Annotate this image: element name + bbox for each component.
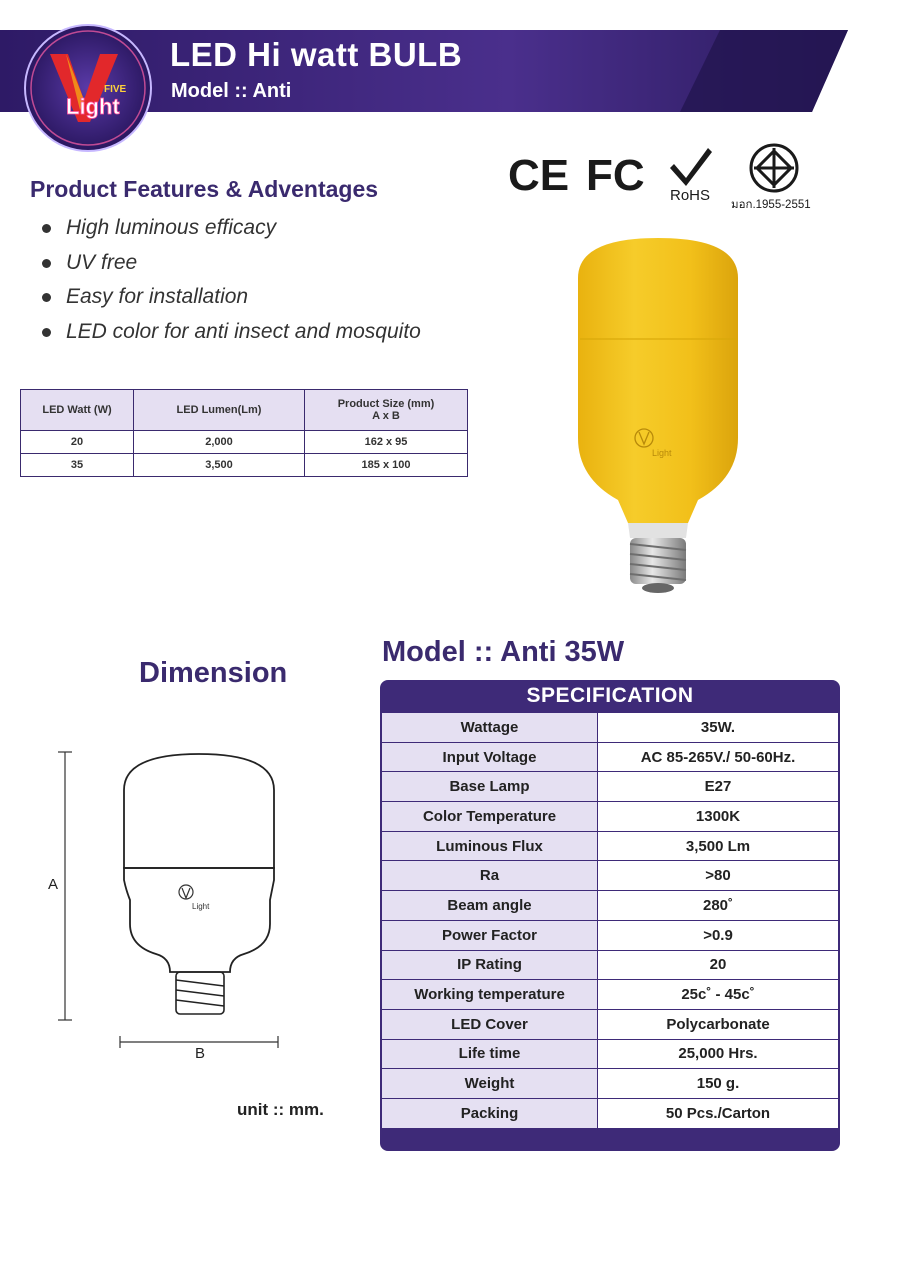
svg-text:Light: Light <box>66 94 120 119</box>
col-header-lumen: LED Lumen(Lm) <box>134 390 305 431</box>
tis-standard-icon <box>728 142 824 212</box>
spec-value: Polycarbonate <box>598 1009 839 1039</box>
product-size-table <box>20 389 468 477</box>
svg-text:มอก.1955-2551: มอก.1955-2551 <box>731 199 811 211</box>
spec-value: 280˚ <box>598 891 839 921</box>
spec-key: Luminous Flux <box>382 831 598 861</box>
svg-text:FC: FC <box>586 151 645 200</box>
dimension-label-b: B <box>195 1045 206 1062</box>
svg-text:RoHS: RoHS <box>670 187 711 204</box>
list-item: LED color for anti insect and mosquito <box>40 316 421 351</box>
table-row <box>382 831 839 861</box>
col-header-size <box>305 390 468 431</box>
dimension-label-a: A <box>48 876 59 893</box>
unit-label: unit :: mm. <box>237 1100 324 1119</box>
col-header-watt: LED Watt (W) <box>21 390 134 431</box>
features-heading: Product Features & Adventages <box>30 176 379 202</box>
page-title: LED Hi watt BULB <box>170 36 463 73</box>
dimension-heading: Dimension <box>139 657 288 689</box>
spec-key: Working temperature <box>382 980 598 1010</box>
spec-value: AC 85-265V./ 50-60Hz. <box>598 742 839 772</box>
col-header-size-label: Product Size (mm) <box>337 398 435 410</box>
table-row <box>382 1098 839 1128</box>
svg-text:FIVE: FIVE <box>104 84 127 95</box>
table-row <box>382 920 839 950</box>
table-row <box>382 980 839 1010</box>
spec-value: 35W. <box>598 713 839 743</box>
rohs-check-icon <box>668 146 718 204</box>
spec-value: 3,500 Lm <box>598 831 839 861</box>
table-row <box>21 454 468 477</box>
table-row <box>382 1039 839 1069</box>
table-row <box>382 713 839 743</box>
spec-key: Life time <box>382 1039 598 1069</box>
spec-value: 25,000 Hrs. <box>598 1039 839 1069</box>
table-row <box>21 431 468 454</box>
spec-key: Packing <box>382 1098 598 1128</box>
spec-key: Ra <box>382 861 598 891</box>
spec-value: 20 <box>598 950 839 980</box>
table-row <box>382 742 839 772</box>
features-list <box>40 212 421 350</box>
table-row <box>382 1069 839 1099</box>
table-cell: 3,500 <box>134 454 305 477</box>
spec-key: Input Voltage <box>382 742 598 772</box>
ce-mark-icon <box>508 150 570 200</box>
list-item: UV free <box>40 247 421 282</box>
spec-key: IP Rating <box>382 950 598 980</box>
spec-key: Wattage <box>382 713 598 743</box>
list-item: Easy for installation <box>40 281 421 316</box>
dimension-drawing <box>40 740 300 1070</box>
col-header-size-axes: A x B <box>372 410 400 422</box>
table-row <box>382 772 839 802</box>
five-light-logo <box>22 22 154 154</box>
model-heading: Model :: Anti 35W <box>382 636 625 668</box>
spec-value: 1300K <box>598 802 839 832</box>
spec-key: Beam angle <box>382 891 598 921</box>
spec-value: >0.9 <box>598 920 839 950</box>
spec-value: E27 <box>598 772 839 802</box>
svg-text:Light: Light <box>652 448 672 458</box>
spec-rows <box>381 712 839 1129</box>
spec-key: LED Cover <box>382 1009 598 1039</box>
specification-table <box>380 680 840 1151</box>
svg-text:CE: CE <box>508 151 570 200</box>
spec-key: Weight <box>382 1069 598 1099</box>
spec-key: Color Temperature <box>382 802 598 832</box>
table-cell: 2,000 <box>134 431 305 454</box>
table-row <box>382 861 839 891</box>
table-cell: 185 x 100 <box>305 454 468 477</box>
spec-key: Base Lamp <box>382 772 598 802</box>
table-cell: 35 <box>21 454 134 477</box>
table-row <box>382 950 839 980</box>
page-subtitle: Model :: Anti <box>171 80 292 102</box>
spec-value: 150 g. <box>598 1069 839 1099</box>
list-item: High luminous efficacy <box>40 212 421 247</box>
table-row <box>382 802 839 832</box>
yellow-bulb-image <box>548 238 768 598</box>
specification-title: SPECIFICATION <box>526 684 694 707</box>
svg-text:Light: Light <box>192 902 210 911</box>
table-cell: 20 <box>21 431 134 454</box>
table-row <box>382 891 839 921</box>
spec-value: 50 Pcs./Carton <box>598 1098 839 1128</box>
table-row <box>382 1009 839 1039</box>
spec-key: Power Factor <box>382 920 598 950</box>
spec-value: 25c˚ - 45c˚ <box>598 980 839 1010</box>
spec-value: >80 <box>598 861 839 891</box>
table-cell: 162 x 95 <box>305 431 468 454</box>
fcc-mark-icon <box>586 150 646 198</box>
